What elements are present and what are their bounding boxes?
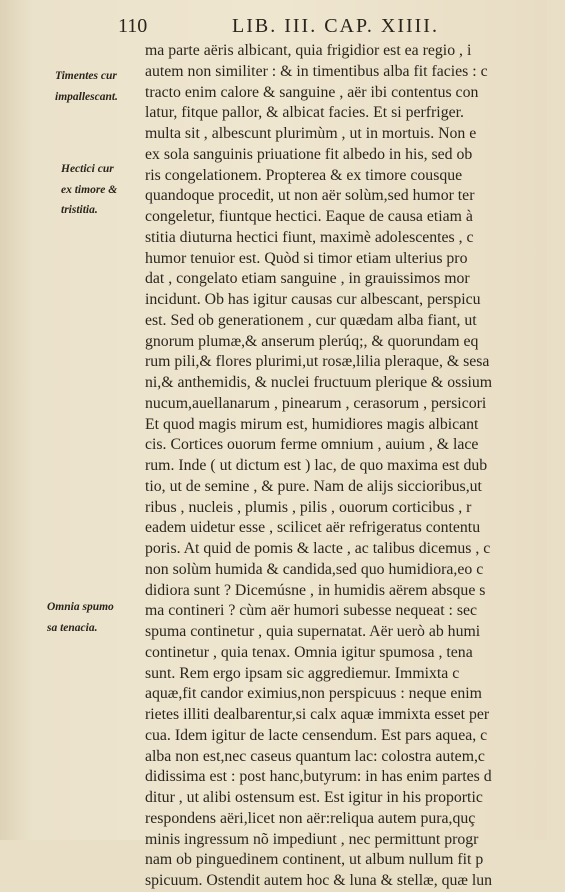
text-line: gnorum plumæ,& anserum plerúq;, & quorundam eq	[145, 332, 479, 350]
marginal-note-line: Timentes cur	[55, 70, 117, 82]
text-line: rum pili,& flores plurimi,ut rosæ,lilia pleraque, & sesa	[145, 353, 490, 371]
text-line: sunt. Rem ergo ipsam sic aggrediemur. Immixta c	[145, 664, 460, 682]
text-line: ditur , ut alibi ostensum est. Est igitur in his proportic	[145, 789, 483, 806]
main-text-block	[145, 41, 565, 892]
text-line: stitia diuturna hectici fiunt, maximè adolescentes , c	[145, 228, 474, 246]
text-line: respondens aëri,licet non aër:reliqua autem pura,quç	[145, 809, 476, 827]
marginal-note-timentes	[55, 66, 118, 107]
text-line: ma parte aëris albicant, quia frigidior est ea regio , i	[145, 42, 472, 59]
marginal-note-line: Omnia spumo	[47, 601, 114, 613]
running-head: LIB. III. CAP. XIIII.	[232, 15, 439, 37]
marginal-note-line: sa tenacia.	[47, 621, 98, 634]
text-line: alba non est,nec caseus quantum lac: colostra autem,c	[145, 747, 485, 765]
text-line: ris congelationem. Propterea & ex timore cousque	[145, 166, 463, 184]
text-line: spuma continetur , quia supernatat. Aër uerò ab humi	[145, 623, 481, 640]
text-line: autem non similiter : & in timentibus alba fit facies : c	[145, 62, 488, 80]
text-line: quandoque procedit, ut non aër solùm,sed humor ter	[145, 187, 475, 205]
text-line: congeletur, fiuntque hectici. Eaque de causa etiam à	[145, 208, 473, 225]
text-line: poris. At quid de pomis & lacte , ac talibus dicemus , c	[145, 540, 491, 557]
marginal-note-line: ex timore &	[61, 183, 118, 196]
text-line: cua. Idem igitur de lacte censendum. Est pars aquea, c	[145, 726, 488, 744]
text-line: aquæ,fit candor eximius,non perspicuus : neque enim	[145, 685, 482, 703]
text-line: ni,& anthemidis, & nuclei fructuum plerique & ossium	[145, 374, 493, 391]
page-number: 110	[118, 15, 148, 37]
text-line: tracto enim calore & sanguine , aër ibi contentus con	[145, 83, 479, 101]
text-line: ma contineri ? cùm aër humori subesse nequeat : sec	[145, 602, 478, 620]
marginal-note-line: impallescant.	[55, 90, 118, 103]
text-line: continetur , quia tenax. Omnia igitur spumosa , tena	[145, 643, 473, 661]
text-line: eadem uidetur esse , scilicet aër refrigeratus contentu	[145, 519, 481, 537]
text-line: tio, ut de semine , & pure. Nam de alijs siccioribus,ut	[145, 477, 482, 495]
text-line: rietes illiti dealbarentur,si calx aquæ immixta esset per	[145, 706, 490, 723]
text-line: latur, fitque pallor, & albicat facies. Et si perfriger.	[145, 104, 464, 122]
text-line: multa sit , albescunt plurimùm , ut in mortuis. Non e	[145, 125, 477, 142]
text-line: humor tenuior est. Quòd si timor etiam ulterius pro	[145, 249, 468, 267]
text-line: didissima est : post hanc,butyrum: in has enim partes d	[145, 768, 492, 786]
marginal-note-line: tristitia.	[61, 204, 98, 216]
text-line: incidunt. Ob has igitur causas cur albescant, perspicu	[145, 291, 481, 308]
text-line: didiora sunt ? Dicemúsne , in humidis aërem absque s	[145, 581, 486, 599]
page-header	[0, 14, 547, 38]
text-line: rum. Inde ( ut dictum est ) lac, de quo maxima est dub	[145, 457, 488, 474]
text-line: nucum,auellanarum , pinearum , cerasorum , persicori	[145, 394, 487, 412]
marginal-note-hectici	[61, 159, 117, 221]
text-line: nam ob pinguedinem continent, ut album nullum fit p	[145, 851, 484, 869]
text-line: dat , congelato etiam sanguine , in grauissimos mor	[145, 270, 470, 288]
text-line: ribus , nucleis , plumis , pilis , ouorum corticibus , r	[145, 498, 472, 516]
text-line: ex sola sanguinis priuatione fit albedo in his, sed ob	[145, 145, 473, 163]
text-line: spicuum. Ostendit autem hoc & luna & stellæ, quæ lun	[145, 872, 493, 889]
text-line: Et quod magis mirum est, humidiores magis albicant	[145, 415, 479, 433]
text-line: non solùm humida & candida,sed quo humidiora,eo c	[145, 560, 484, 578]
text-line: est. Sed ob generationem , cur quædam alba fiant, ut	[145, 311, 477, 329]
marginal-note-omnia	[47, 597, 114, 638]
marginal-note-line: Hectici cur	[61, 163, 114, 175]
text-line: minis ingressum nõ impediunt , nec permittunt progr	[145, 830, 479, 848]
text-line: cis. Cortices ouorum ferme omnium , auium , & lace	[145, 436, 479, 454]
